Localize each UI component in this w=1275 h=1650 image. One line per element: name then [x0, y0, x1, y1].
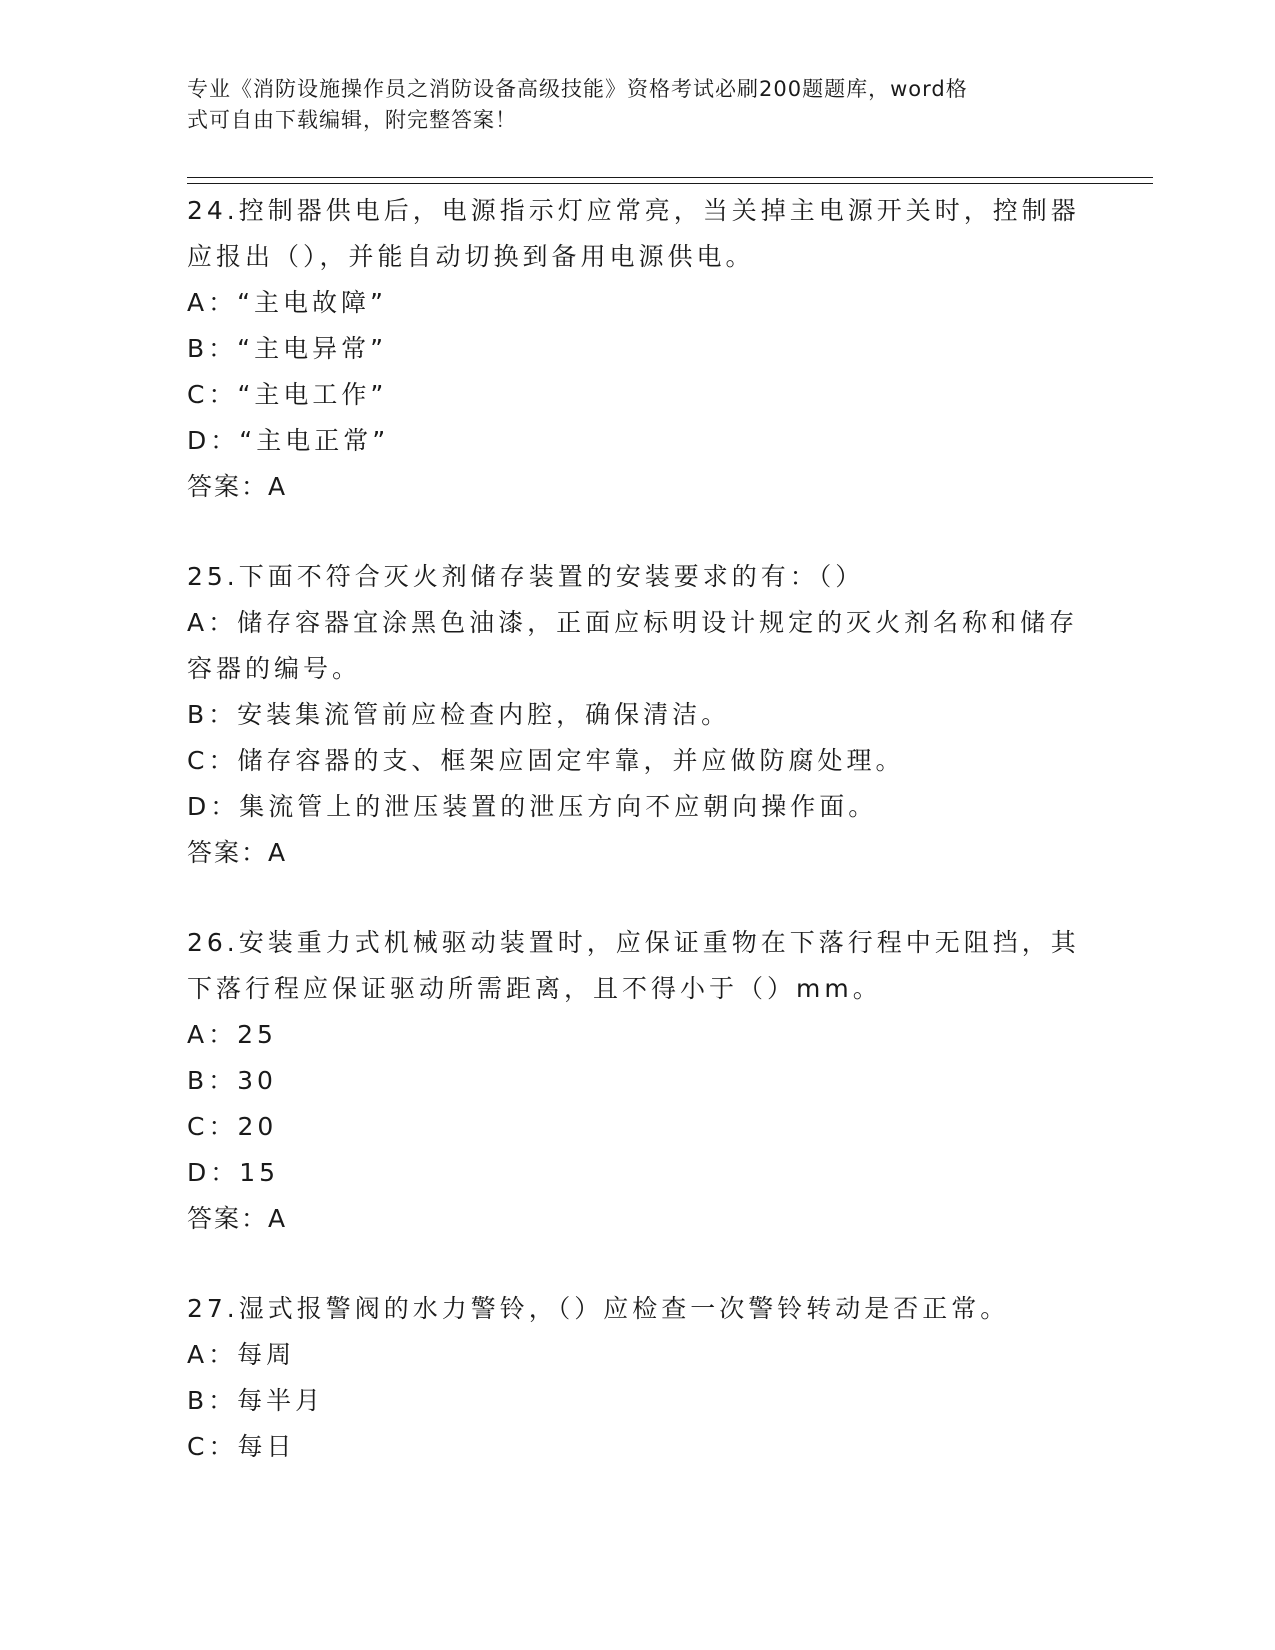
option-b: B：30: [187, 1066, 277, 1095]
option-a: A：25: [187, 1020, 277, 1049]
option-c: C：“主电工作”: [187, 380, 388, 409]
question-stem: 25.下面不符合灭火剂储存装置的安装要求的有：（）: [187, 562, 865, 591]
question-stem: 24.控制器供电后，电源指示灯应常亮，当关掉主电源开关时，控制器: [187, 196, 1080, 225]
option-a-continued: 容器的编号。: [187, 654, 362, 683]
option-a: A：每周: [187, 1340, 296, 1369]
question-25: [187, 554, 1087, 876]
document-header: [187, 74, 1067, 136]
question-24: [187, 188, 1087, 510]
spacer: [187, 1242, 1087, 1286]
question-26: [187, 920, 1087, 1242]
question-list: [187, 188, 1087, 1470]
header-rule-top: [187, 177, 1153, 178]
answer: 答案：A: [187, 472, 288, 501]
option-a: A：储存容器宜涂黑色油漆，正面应标明设计规定的灭火剂名称和储存: [187, 608, 1079, 637]
spacer: [187, 876, 1087, 920]
header-line-2: 式可自由下载编辑，附完整答案！: [187, 108, 517, 132]
option-b: B：“主电异常”: [187, 334, 388, 363]
option-d: D：15: [187, 1158, 280, 1187]
question-stem: 27.湿式报警阀的水力警铃，（）应检查一次警铃转动是否正常。: [187, 1294, 1010, 1323]
question-stem: 下落行程应保证驱动所需距离，且不得小于（）mm。: [187, 974, 882, 1003]
option-c: C：每日: [187, 1432, 296, 1461]
option-c: C：储存容器的支、框架应固定牢靠，并应做防腐处理。: [187, 746, 905, 775]
header-line-1: 专业《消防设施操作员之消防设备高级技能》资格考试必刷200题题库，word格: [187, 77, 968, 101]
option-d: D：集流管上的泄压装置的泄压方向不应朝向操作面。: [187, 792, 878, 821]
header-rule-bottom: [187, 183, 1153, 184]
question-stem: 应报出（），并能自动切换到备用电源供电。: [187, 242, 755, 271]
option-d: D：“主电正常”: [187, 426, 390, 455]
question-stem: 26.安装重力式机械驱动装置时，应保证重物在下落行程中无阻挡，其: [187, 928, 1080, 957]
option-b: B：每半月: [187, 1386, 325, 1415]
option-c: C：20: [187, 1112, 278, 1141]
option-a: A：“主电故障”: [187, 288, 388, 317]
answer: 答案：A: [187, 1204, 288, 1233]
answer: 答案：A: [187, 838, 288, 867]
spacer: [187, 510, 1087, 554]
option-b: B：安装集流管前应检查内腔，确保清洁。: [187, 700, 731, 729]
question-27: [187, 1286, 1087, 1470]
